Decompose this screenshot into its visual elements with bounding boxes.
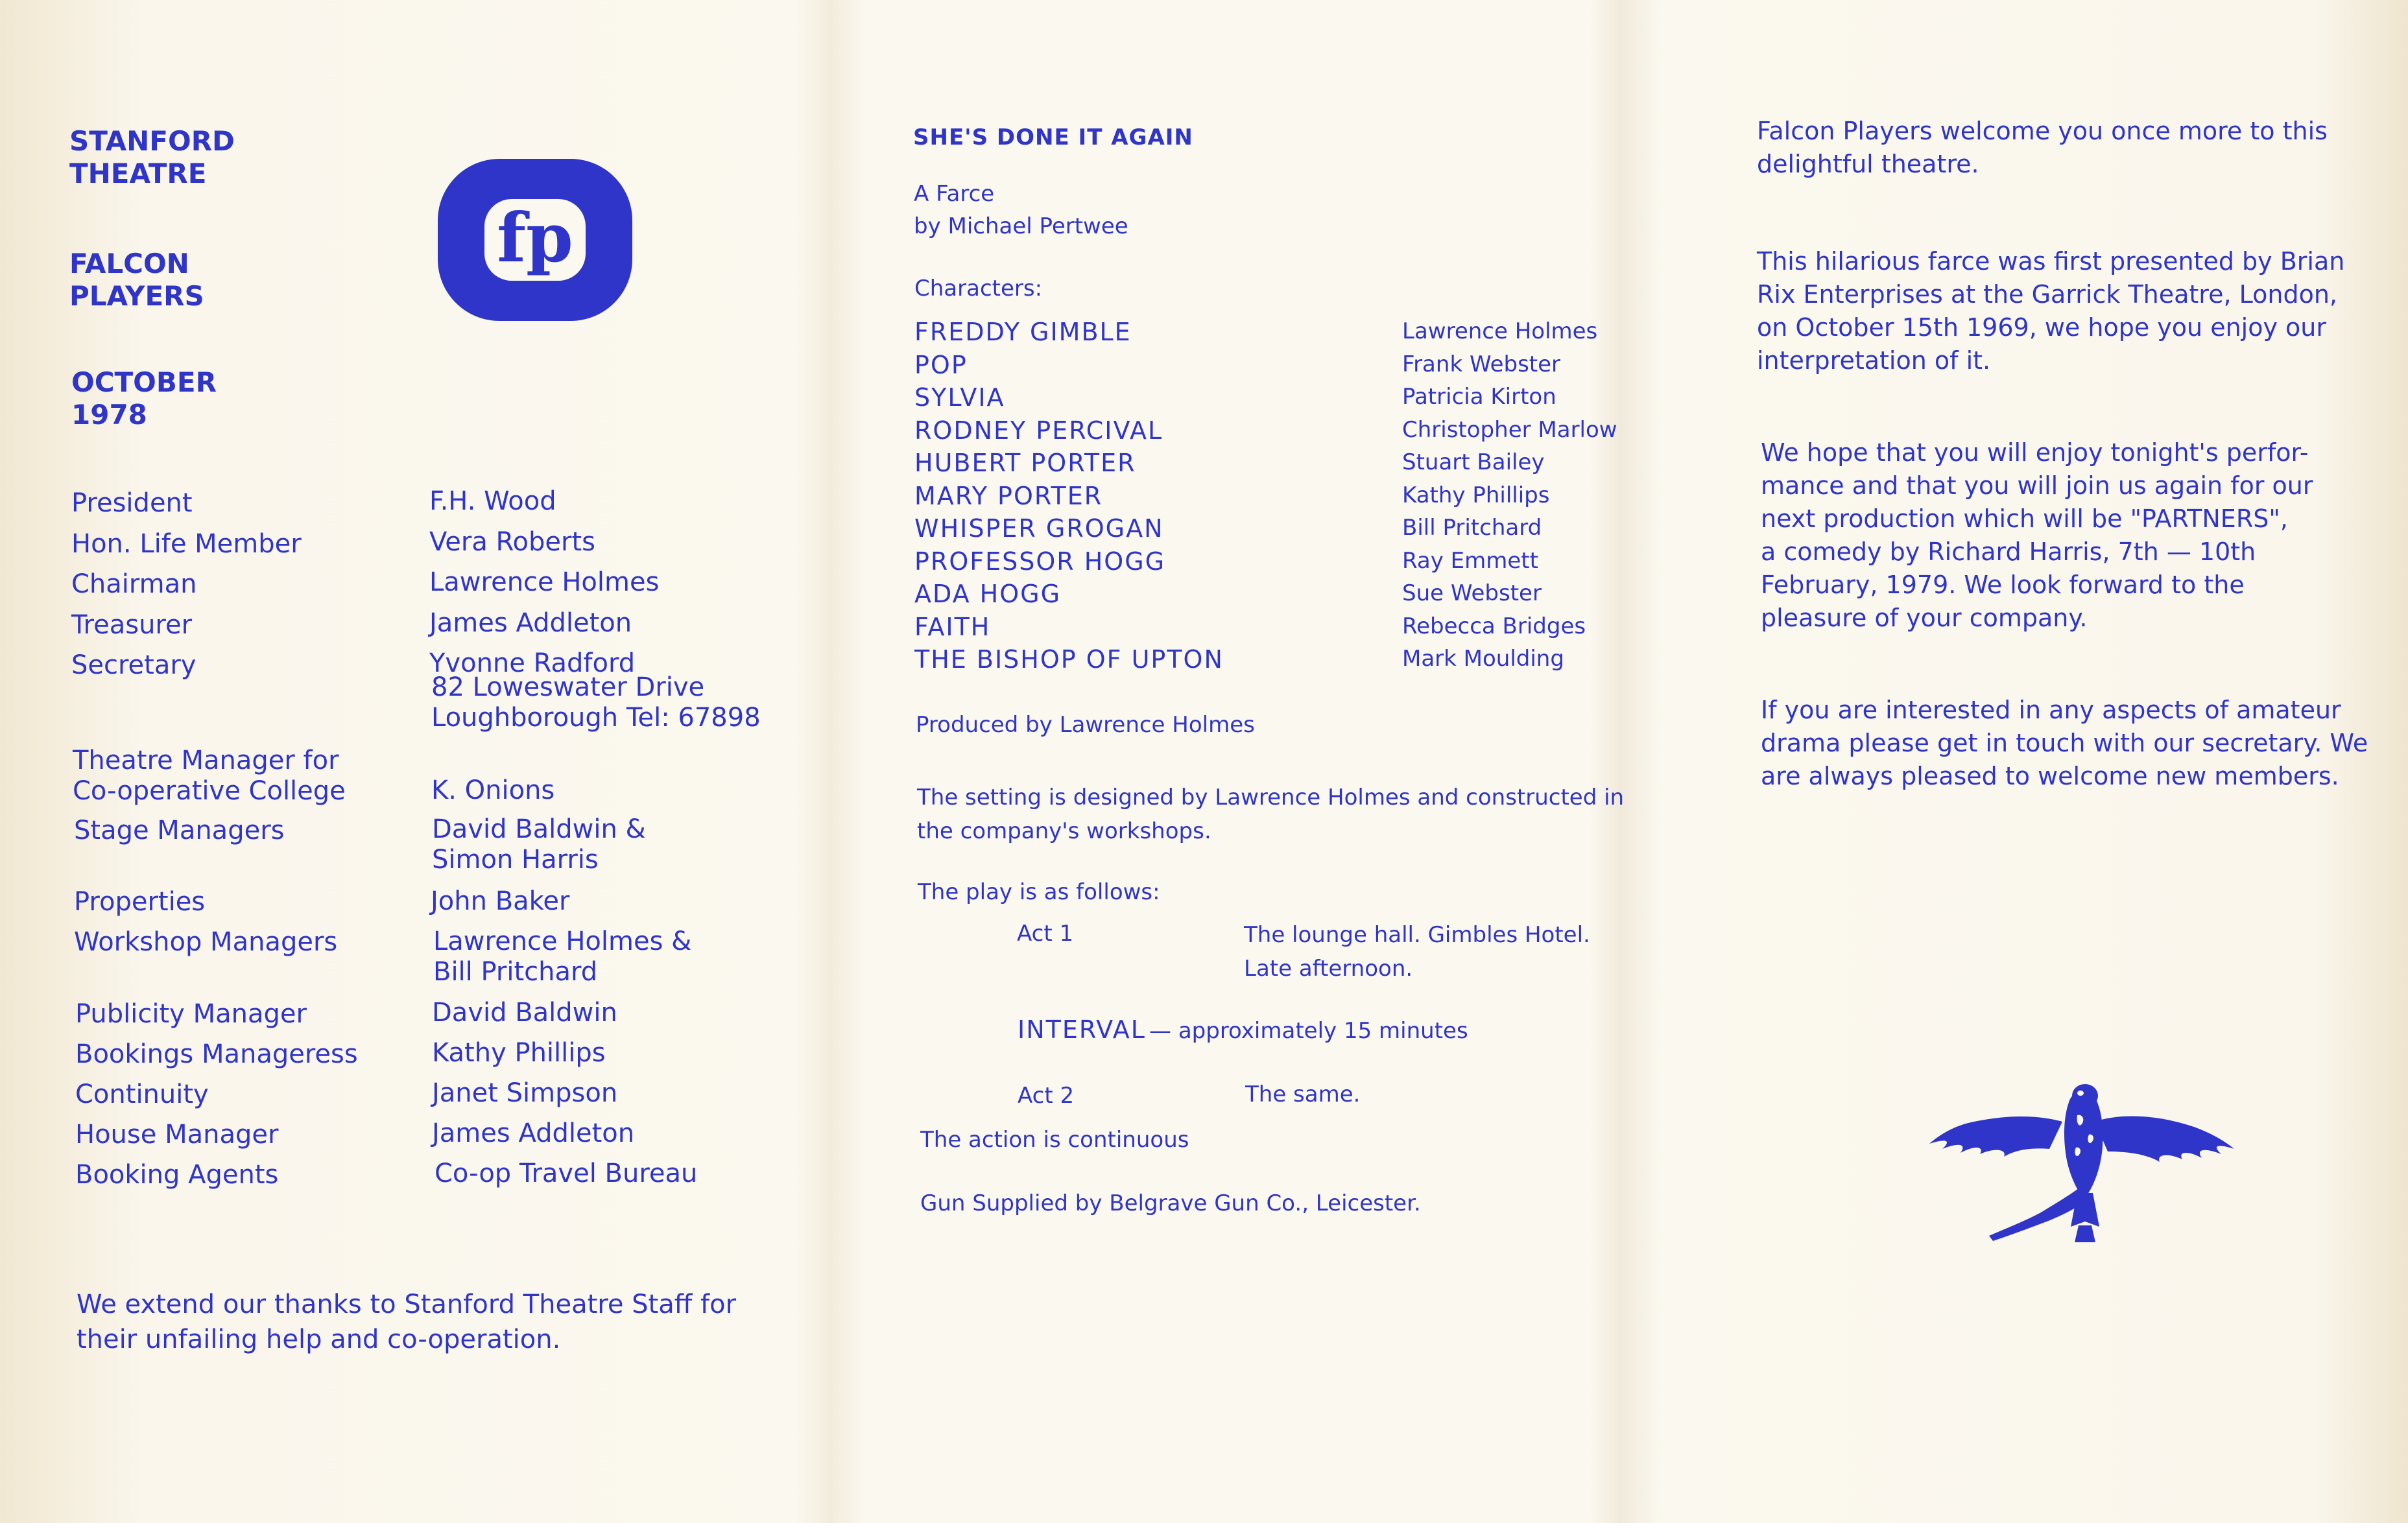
welcome-paragraph: Falcon Players welcome you once more to this delightful theatre.: [1757, 117, 2328, 178]
produced-by: Produced by Lawrence Holmes: [916, 712, 1255, 738]
officer-name: Lawrence Holmes: [429, 567, 660, 597]
character-name: FREDDY GIMBLE: [914, 318, 1132, 346]
officer-name: James Addleton: [429, 608, 632, 638]
staff-role: Properties: [74, 887, 206, 917]
interval-label: INTERVAL: [1018, 1015, 1146, 1044]
act2-label: Act 2: [1018, 1083, 1075, 1109]
act2-description: The same.: [1245, 1081, 1361, 1107]
officer-role: Treasurer: [71, 609, 193, 640]
actor-name: Christopher Marlow: [1402, 416, 1617, 443]
officer-role: Hon. Life Member: [71, 528, 302, 559]
character-name: RODNEY PERCIVAL: [914, 416, 1163, 445]
character-name: WHISPER GROGAN: [914, 514, 1164, 543]
falcon-players-logo-icon: [438, 159, 632, 321]
interest-paragraph: If you are interested in any aspects of amateur drama please get in touch with our secretary. We are always pleased to welcome new members.: [1761, 696, 2368, 790]
staff-role: Workshop Managers: [74, 927, 338, 957]
heading-players: FALCON PLAYERS: [69, 248, 204, 312]
setting-note: The setting is designed by Lawrence Holmes and constructed in the company's workshops.: [917, 785, 1625, 844]
character-name: FAITH: [914, 612, 991, 641]
character-name: THE BISHOP OF UPTON: [914, 645, 1224, 674]
staff-role: Publicity Manager: [75, 999, 307, 1029]
staff-role: Theatre Manager for Co-operative College: [73, 746, 346, 806]
staff-role: Bookings Manageress: [75, 1039, 358, 1069]
staff-role: Continuity: [75, 1080, 209, 1109]
play-subtitle: A Farce by Michael Pertwee: [914, 181, 1128, 239]
gun-supplier: Gun Supplied by Belgrave Gun Co., Leicester.: [920, 1190, 1421, 1216]
interval-description: — approximately 15 minutes: [1149, 1018, 1468, 1044]
staff-name: James Addleton: [432, 1118, 635, 1148]
secretary-address: 82 Loweswater Drive Loughborough Tel: 67898: [431, 672, 761, 733]
staff-name: Co-op Travel Bureau: [435, 1159, 698, 1188]
thanks-note: We extend our thanks to Stanford Theatre Staff for their unfailing help and co-operation.: [77, 1290, 737, 1354]
interval-line: [1018, 1015, 1468, 1044]
staff-name: K. Onions: [431, 775, 555, 805]
actor-list: [1402, 315, 1617, 676]
actor-name: Stuart Bailey: [1402, 449, 1545, 475]
officer-names: [429, 481, 659, 684]
actor-name: Rebecca Bridges: [1402, 613, 1586, 639]
actor-name: Lawrence Holmes: [1402, 318, 1598, 344]
actor-name: Sue Webster: [1402, 580, 1542, 606]
staff-name: David Baldwin & Simon Harris: [432, 814, 646, 875]
staff-name: John Baker: [431, 886, 570, 916]
character-name: SYLVIA: [914, 383, 1005, 412]
play-follows-label: The play is as follows:: [918, 879, 1160, 905]
actor-name: Mark Moulding: [1402, 646, 1564, 672]
staff-name: Kathy Phillips: [432, 1038, 606, 1068]
heading-date: OCTOBER 1978: [71, 366, 217, 431]
next-production-paragraph: We hope that you will enjoy tonight's perfor- mance and that you will join us again for our next production which will be "PARTNERS", a comedy by Richard Harris, 7th — 10th February, 1979. We look forward to the pleasure of your company.: [1761, 438, 2313, 632]
officer-roles: [71, 483, 302, 686]
heading-theatre: STANFORD THEATRE: [69, 125, 235, 189]
staff-name: Lawrence Holmes & Bill Pritchard: [433, 927, 692, 987]
officer-role: Secretary: [71, 650, 197, 680]
staff-name: Janet Simpson: [432, 1078, 618, 1108]
logo-glyph: fp: [497, 198, 573, 277]
play-title: SHE'S DONE IT AGAIN: [913, 124, 1193, 150]
character-name: POP: [914, 350, 968, 379]
officer-name: Yvonne Radford: [429, 648, 636, 678]
officer-name: F.H. Wood: [429, 486, 556, 516]
falcon-illustration-icon: [1929, 1076, 2234, 1245]
act1-label: Act 1: [1017, 921, 1074, 947]
officer-role: Chairman: [71, 569, 197, 599]
character-name: ADA HOGG: [914, 580, 1062, 608]
character-name: PROFESSOR HOGG: [914, 547, 1166, 576]
character-list: [914, 316, 1224, 676]
staff-name: David Baldwin: [432, 998, 617, 1028]
action-continuous: The action is continuous: [920, 1127, 1189, 1153]
officer-name: Vera Roberts: [429, 526, 595, 557]
actor-name: Patricia Kirton: [1402, 384, 1556, 410]
actor-name: Bill Pritchard: [1402, 515, 1542, 541]
actor-name: Kathy Phillips: [1402, 482, 1550, 508]
staff-role: Stage Managers: [74, 816, 285, 845]
history-paragraph: This hilarious farce was first presented by Brian Rix Enterprises at the Garrick Theatre, London, on October 15th 1969, we hope you enjoy our interpretation of it.: [1757, 247, 2345, 375]
character-name: MARY PORTER: [914, 481, 1103, 510]
actor-name: Frank Webster: [1402, 351, 1561, 377]
staff-role: Booking Agents: [75, 1160, 279, 1190]
characters-label: Characters:: [914, 276, 1043, 301]
act1-description: The lounge hall. Gimbles Hotel. Late afternoon.: [1244, 922, 1590, 982]
character-name: HUBERT PORTER: [914, 449, 1136, 477]
officer-role: President: [71, 488, 193, 518]
staff-role: House Manager: [75, 1120, 279, 1150]
actor-name: Ray Emmett: [1402, 547, 1538, 574]
